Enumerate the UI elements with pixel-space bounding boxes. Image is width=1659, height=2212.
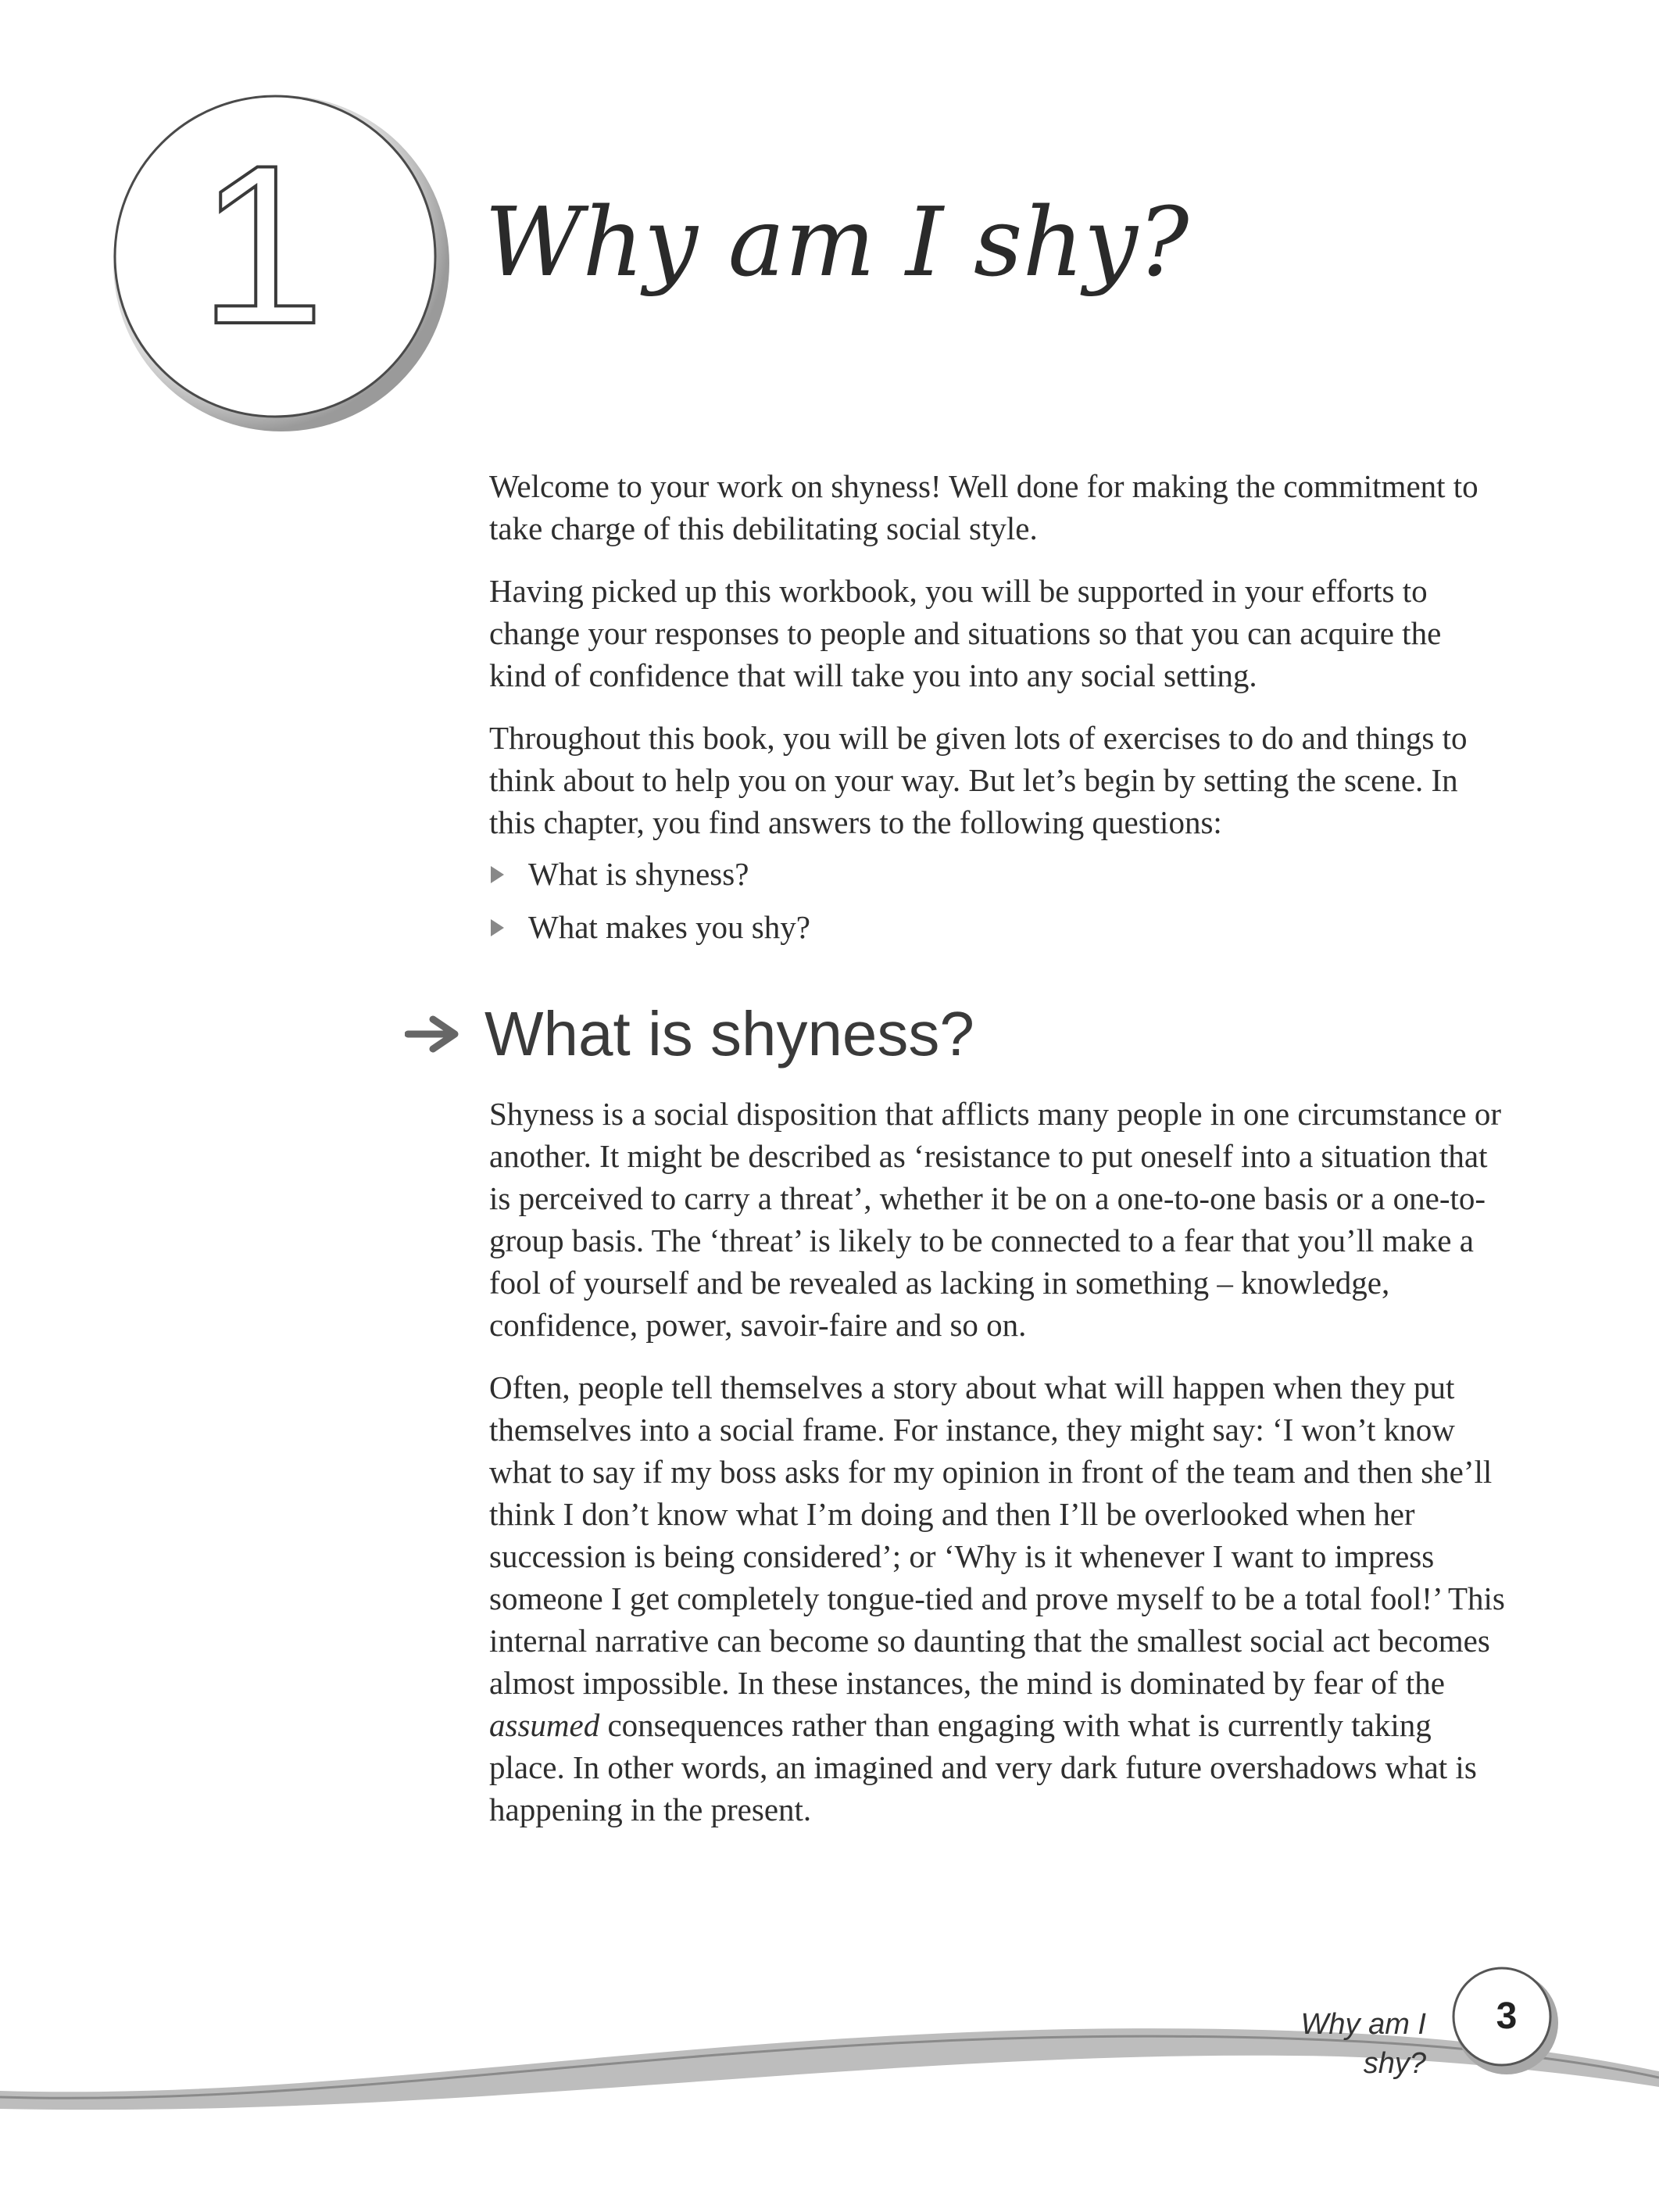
paragraph-text: consequences rather than engaging with what is currently taking place. In other words, an imagined and very dark future overshadows what is happening in the present. — [489, 1707, 1477, 1827]
question-text: What is shyness? — [528, 856, 749, 892]
paragraph-text: Often, people tell themselves a story about what will happen when they put themselves into a social frame. For instance, they might say: ‘I won’t know what to say if my boss asks for my opinion in front of the team and then she’ll think I don’t know what I’m doing and then I’ll be overlooked when her succession is being considered’; or ‘Why is it whenever I want to impress someone I get completely tongue-tied and prove myself to be a total fool!’ This internal narrative can become so daunting that the smallest social act becomes almost impossible. In these instances, the mind is dominated by fear of the — [489, 1369, 1505, 1701]
question-list — [489, 853, 1505, 948]
chapter-title: Why am I shy? — [484, 187, 1189, 298]
section-body — [489, 1093, 1505, 1851]
running-title: Why am I shy? — [1300, 2008, 1426, 2080]
list-item — [489, 853, 1505, 895]
question-text: What makes you shy? — [528, 909, 810, 945]
body-paragraph: Shyness is a social disposition that afflicts many people in one circumstance or another. It might be described as ‘resistance to put oneself into a situation that is perceived to carry a threat’, whether it be on a one-to-one basis or a one-to-group basis. The ‘threat’ is likely to be connected to a fear that you’ll make a fool of yourself and be revealed as lacking in something – knowledge, confidence, power, savoir-faire and so on. — [489, 1096, 1502, 1343]
intro-paragraph: Welcome to your work on shyness! Well done for making the commitment to take charge of this debilitating social style. — [489, 468, 1478, 546]
section-heading-text: What is shyness? — [484, 999, 974, 1068]
intro-paragraph: Having picked up this workbook, you will be supported in your efforts to change your responses to people and situations so that you can acquire the kind of confidence that will take you into any social setting. — [489, 573, 1442, 693]
list-item — [489, 906, 1505, 948]
triangle-bullet-icon — [491, 866, 504, 883]
body-paragraph — [489, 1366, 1505, 1831]
page-number: 3 — [1496, 1995, 1518, 2037]
intro-section — [489, 465, 1505, 959]
emphasis-text: assumed — [489, 1707, 600, 1743]
triangle-bullet-icon — [491, 919, 504, 936]
chapter-number: 1 — [198, 118, 325, 371]
section-heading — [399, 997, 974, 1072]
intro-paragraph: Throughout this book, you will be given lots of exercises to do and things to think about to help you on your way. But let’s begin by setting the scene. In this chapter, you find answers to the following questions: — [489, 720, 1468, 840]
